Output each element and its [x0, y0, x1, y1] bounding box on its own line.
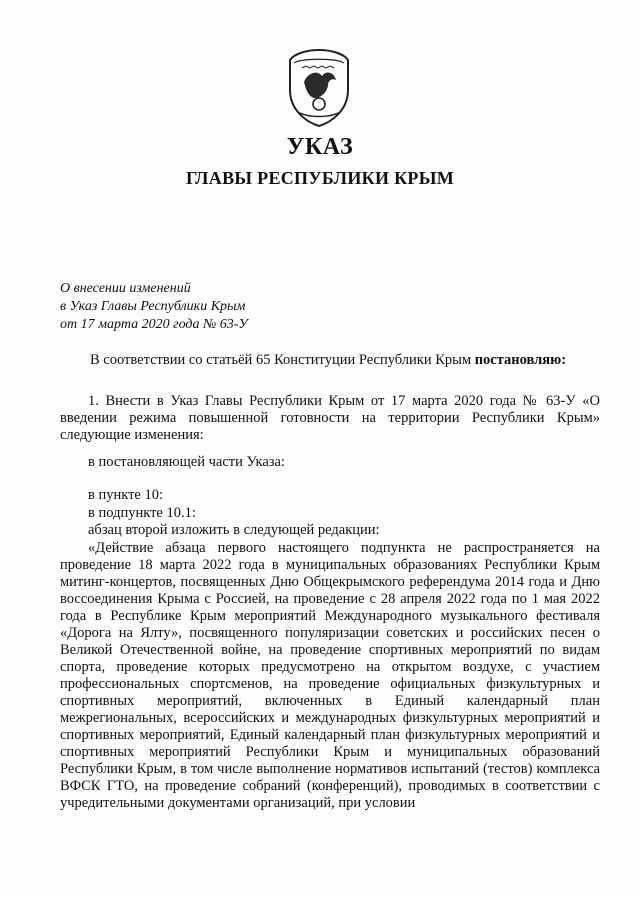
- decree-subject: [60, 280, 320, 334]
- page-subtitle: ГЛАВЫ РЕСПУБЛИКИ КРЫМ: [186, 168, 454, 188]
- subject-line: от 17 марта 2020 года № 63-У: [60, 317, 248, 332]
- intro-bold: постановляю:: [474, 352, 567, 368]
- intro-text: В соответствии со статьёй 65 Конституции Республики Крым: [90, 352, 475, 368]
- instruction-line: абзац второй изложить в следующей редакции:: [88, 522, 380, 538]
- page-title: УКАЗ: [286, 134, 354, 160]
- point-line: в пункте 10:: [88, 487, 164, 503]
- intro-paragraph: [90, 352, 590, 369]
- subject-line: в Указ Главы Республики Крым: [60, 299, 246, 314]
- crimea-coat-of-arms-icon: [282, 46, 356, 130]
- resolutive-part-line: в постановляющей части Указа:: [88, 454, 285, 470]
- paragraph-1: 1. Внести в Указ Главы Республики Крым от 17 марта 2020 года № 63-У «О введении режима повышенной готовности на территории Республики Крым» следующие изменения:: [60, 393, 600, 443]
- quoted-paragraph: «Действие абзаца первого настоящего подпункта не распространяется на проведение 18 марта 2022 года в муниципальных образованиях Республики Крым митинг-концертов, посвященных Дню Общекрымского референдума 2014 года и Дню воссоединения Крыма с Россией, на проведение с 28 апреля 2022 года по 1 мая 2022 года в Республике Крым мероприятий Международного музыкального фестиваля «Дорога на Ялту», посвященного популяризации советских и российских песен о Великой Отечественной войне, на проведение спортивных мероприятий по видам спорта, проведение которых предусмотрено на открытом воздухе, с участием профессиональных спортсменов, на проведение официальных физкультурных и спортивных мероприятий, включенных в Единый календарный план межрегиональных, всероссийских и международных физкультурных мероприятий и спортивных мероприятий, Единый календарный план физкультурных мероприятий и спортивных мероприятий Республики Крым и муниципальных образований Республики Крым, в том числе выполнение нормативов испытаний (тестов) комплекса ВФСК ГТО, на проведение собраний (конференций), проводимых в соответствии с учредительными документами организаций, при условии: [60, 540, 600, 811]
- subject-line: О внесении изменений: [60, 281, 191, 296]
- subpoint-line: в подпункте 10.1:: [88, 505, 196, 521]
